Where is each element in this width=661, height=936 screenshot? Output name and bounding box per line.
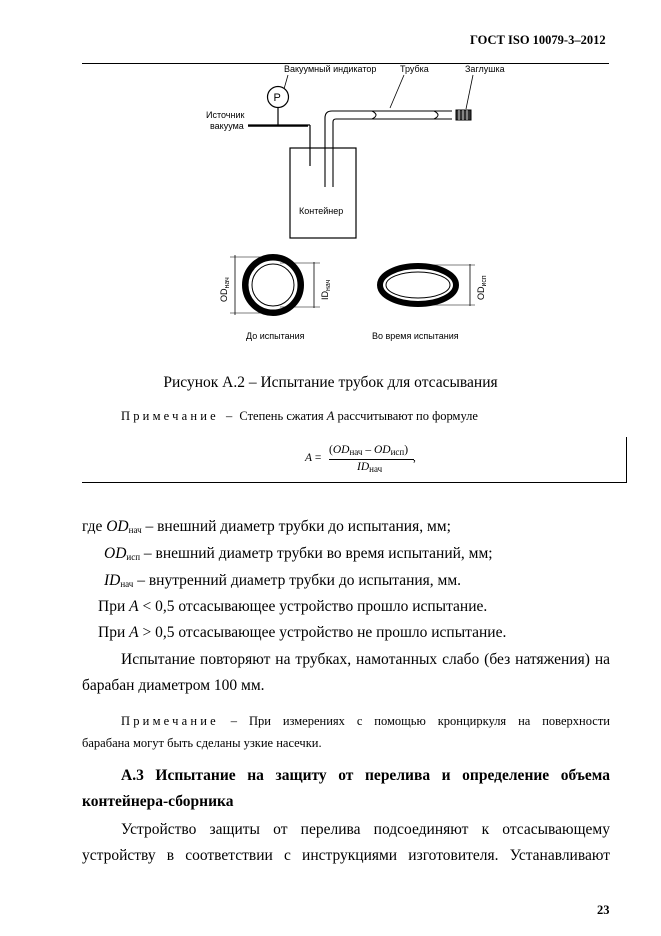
figure-a2 bbox=[190, 62, 505, 352]
label-vacuum-source-1: Источник bbox=[206, 110, 245, 120]
formula-bottom-rule bbox=[82, 482, 627, 483]
leader-tube bbox=[390, 75, 404, 108]
label-tube: Трубка bbox=[400, 64, 429, 74]
label-plug: Заглушка bbox=[465, 64, 505, 74]
container bbox=[290, 148, 356, 238]
tube-inner bbox=[333, 119, 452, 187]
fraction-bar bbox=[329, 459, 414, 460]
label-before-test: До испытания bbox=[246, 331, 305, 341]
para-last-line1: Устройство защиты от перелива подсоединяют к отсасывающему bbox=[121, 821, 610, 838]
condition-fail: При A > 0,5 отсасывающее устройство не прошло испытание. bbox=[98, 624, 507, 641]
label-vacuum-source-2: вакуума bbox=[210, 121, 244, 131]
tube-outer bbox=[325, 111, 452, 187]
tube-cross-section-before-inner bbox=[251, 263, 295, 307]
tube-clamp-left bbox=[372, 111, 376, 119]
tube-cross-section-before-outer bbox=[245, 257, 301, 313]
page-number: 23 bbox=[597, 903, 610, 917]
para-repeat-line1: Испытание повторяют на трубках, намотанных слабо (без натяжения) на bbox=[121, 651, 610, 668]
note-1: Примечание – Степень сжатия A рассчитывают по формуле bbox=[121, 409, 478, 423]
tube-clamp-right bbox=[434, 111, 438, 119]
gauge-letter: P bbox=[273, 92, 281, 104]
dim-od-during: $OD_{исп}$ bbox=[476, 275, 488, 300]
section-heading-line1: А.3 Испытание на защиту от перелива и определение объема bbox=[121, 767, 610, 784]
leader-indicator bbox=[284, 75, 288, 89]
para-last-line2: устройству в соответствии с инструкциями изготовителя. Устанавливают bbox=[82, 847, 610, 864]
def-id-start: $ID_{нач}$ – внутренний диаметр трубки до испытания, мм. bbox=[104, 572, 462, 589]
dim-id-before: $ID_{нач}$ bbox=[320, 279, 332, 300]
def-od-test: $OD_{исп}$ – внешний диаметр трубки во время испытаний, мм; bbox=[104, 545, 493, 562]
leader-plug bbox=[466, 75, 473, 109]
plug bbox=[456, 110, 471, 120]
label-container: Контейнер bbox=[299, 206, 344, 216]
note-2-line1: Примечание – При измерениях с помощью кронциркуля на поверхности bbox=[121, 714, 610, 728]
section-heading-line2: контейнера-сборника bbox=[82, 793, 234, 810]
para-repeat-line2: барабан диаметром 100 мм. bbox=[82, 677, 265, 694]
condition-pass: При A < 0,5 отсасывающее устройство прошло испытание. bbox=[98, 598, 488, 615]
note-2-line2: барабана могут быть сделаны узкие насечки. bbox=[82, 736, 322, 750]
def-od-start: где $OD_{нач}$ – внешний диаметр трубки до испытания, мм; bbox=[82, 518, 451, 535]
formula: A = $(OD_{нач} - OD_{исп})$ $ID_{нач}$ , bbox=[305, 444, 416, 474]
label-during-test: Во время испытания bbox=[372, 331, 459, 341]
dim-od-before: $OD_{нач}$ bbox=[219, 277, 231, 302]
figure-caption: Рисунок А.2 – Испытание трубок для отсасывания bbox=[163, 374, 498, 391]
document-header: ГОСТ ISO 10079-3–2012 bbox=[470, 33, 606, 47]
label-vacuum-indicator: Вакуумный индикатор bbox=[284, 64, 377, 74]
note-label: Примечание bbox=[121, 409, 219, 423]
formula-side-rule bbox=[626, 437, 627, 483]
